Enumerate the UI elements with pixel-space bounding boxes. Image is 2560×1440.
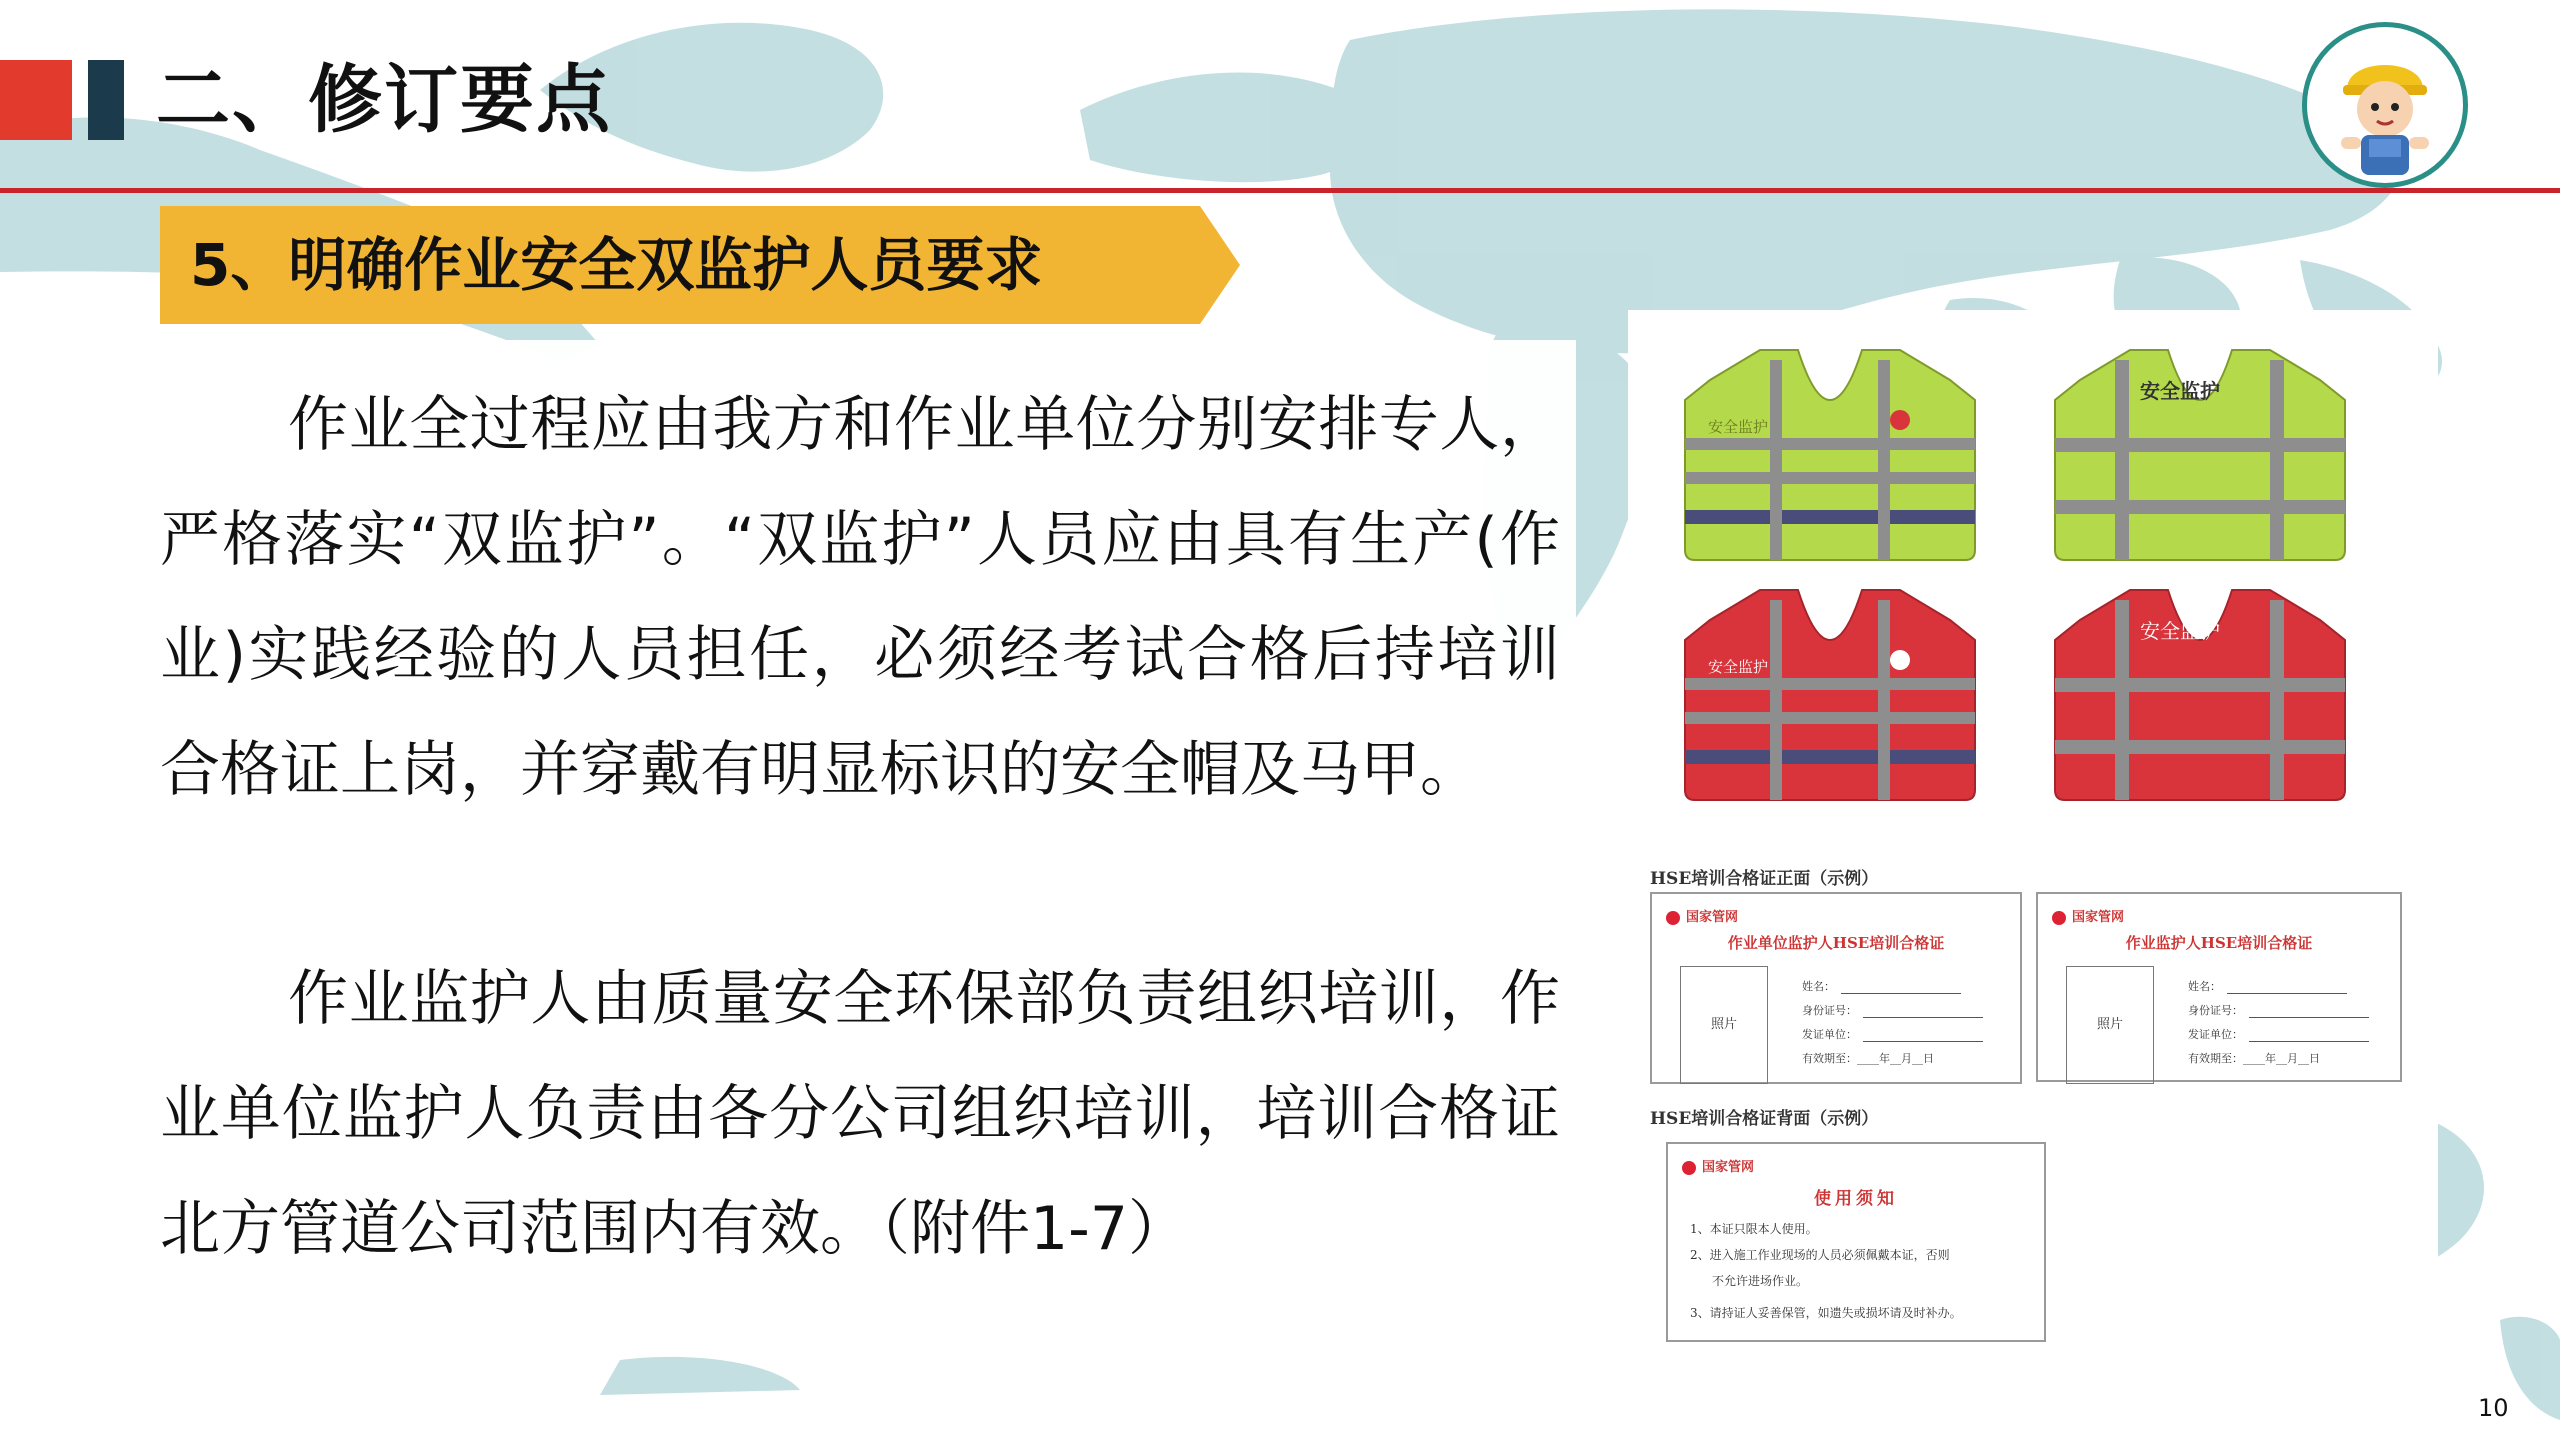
org-logo-icon — [2052, 911, 2066, 925]
green-vest-front — [1685, 350, 1975, 560]
cert-field: 身份证号： — [1802, 1002, 1983, 1018]
red-vest-back — [2055, 590, 2345, 800]
org-logo-icon — [1682, 1161, 1696, 1175]
red-vest-back-label: 安全监护 — [2140, 619, 2220, 643]
cert-field: 有效期至：____年__月__日 — [1802, 1052, 1934, 1065]
notice-item: 1、本证只限本人使用。 — [1690, 1222, 1818, 1236]
red-vest-front — [1685, 590, 1975, 800]
header-divider — [0, 188, 2560, 193]
notice-item: 3、请持证人妥善保管，如遗失或损坏请及时补办。 — [1690, 1306, 1962, 1320]
cert-field: 姓名： — [2188, 978, 2347, 994]
cert-org: 国家管网 — [2052, 906, 2124, 925]
page-title: 二、修订要点 — [156, 57, 612, 143]
cert-field: 姓名： — [1802, 978, 1961, 994]
red-vest-front-label: 安全监护 — [1708, 658, 1769, 676]
photo-placeholder: 照片 — [1680, 966, 1768, 1084]
notice-item: 不允许进场作业。 — [1712, 1274, 1809, 1288]
cert-front-right — [2036, 892, 2402, 1082]
paragraph-training: 作业监护人由质量安全环保部负责组织培训，作业单位监护人负责由各分公司组织培训，培训合格证北方管道公司范围内有效。（附件1-7） — [160, 964, 1560, 1264]
photo-placeholder: 照片 — [2066, 966, 2154, 1084]
org-logo-icon — [1666, 911, 1680, 925]
cert-org: 国家管网 — [1666, 906, 1738, 925]
green-vest-front-label: 安全监护 — [1708, 418, 1769, 436]
vest-illustrations — [1680, 330, 2360, 810]
notice-item: 2、进入施工作业现场的人员必须佩戴本证，否则 — [1690, 1248, 1950, 1262]
cert-field: 发证单位： — [2188, 1026, 2369, 1042]
cert-front-left — [1650, 892, 2022, 1084]
header-accent-red — [0, 60, 72, 140]
notice-title: 使用须知 — [1814, 1189, 1898, 1209]
header-accent-dark — [88, 60, 124, 140]
cert-back-caption: HSE培训合格证背面（示例） — [1650, 1109, 1879, 1129]
cert-front-caption: HSE培训合格证正面（示例） — [1650, 869, 1879, 889]
green-vest-back — [2055, 350, 2345, 560]
cert-field: 身份证号： — [2188, 1002, 2369, 1018]
cert-org: 国家管网 — [1682, 1156, 1754, 1175]
mascot-avatar — [2302, 22, 2468, 188]
paragraph-dual-supervision: 作业全过程应由我方和作业单位分别安排专人，严格落实“双监护”。“双监护”人员应由具有生产(作业)实践经验的人员担任，必须经考试合格后持培训合格证上岗，并穿戴有明显标识的安全帽及马甲。 — [160, 390, 1560, 805]
cert-heading: 作业监护人HSE培训合格证 — [2125, 934, 2313, 952]
cert-field: 发证单位： — [1802, 1026, 1983, 1042]
page-number: 10 — [2478, 1394, 2509, 1422]
cert-heading: 作业单位监护人HSE培训合格证 — [1727, 934, 1945, 952]
section-heading: 5、明确作业安全双监护人员要求 — [190, 231, 1043, 299]
cert-back — [1666, 1142, 2046, 1342]
green-vest-back-label: 安全监护 — [2140, 379, 2220, 403]
worker-mascot-icon — [2307, 27, 2463, 183]
cert-field: 有效期至：____年__月__日 — [2188, 1052, 2320, 1065]
